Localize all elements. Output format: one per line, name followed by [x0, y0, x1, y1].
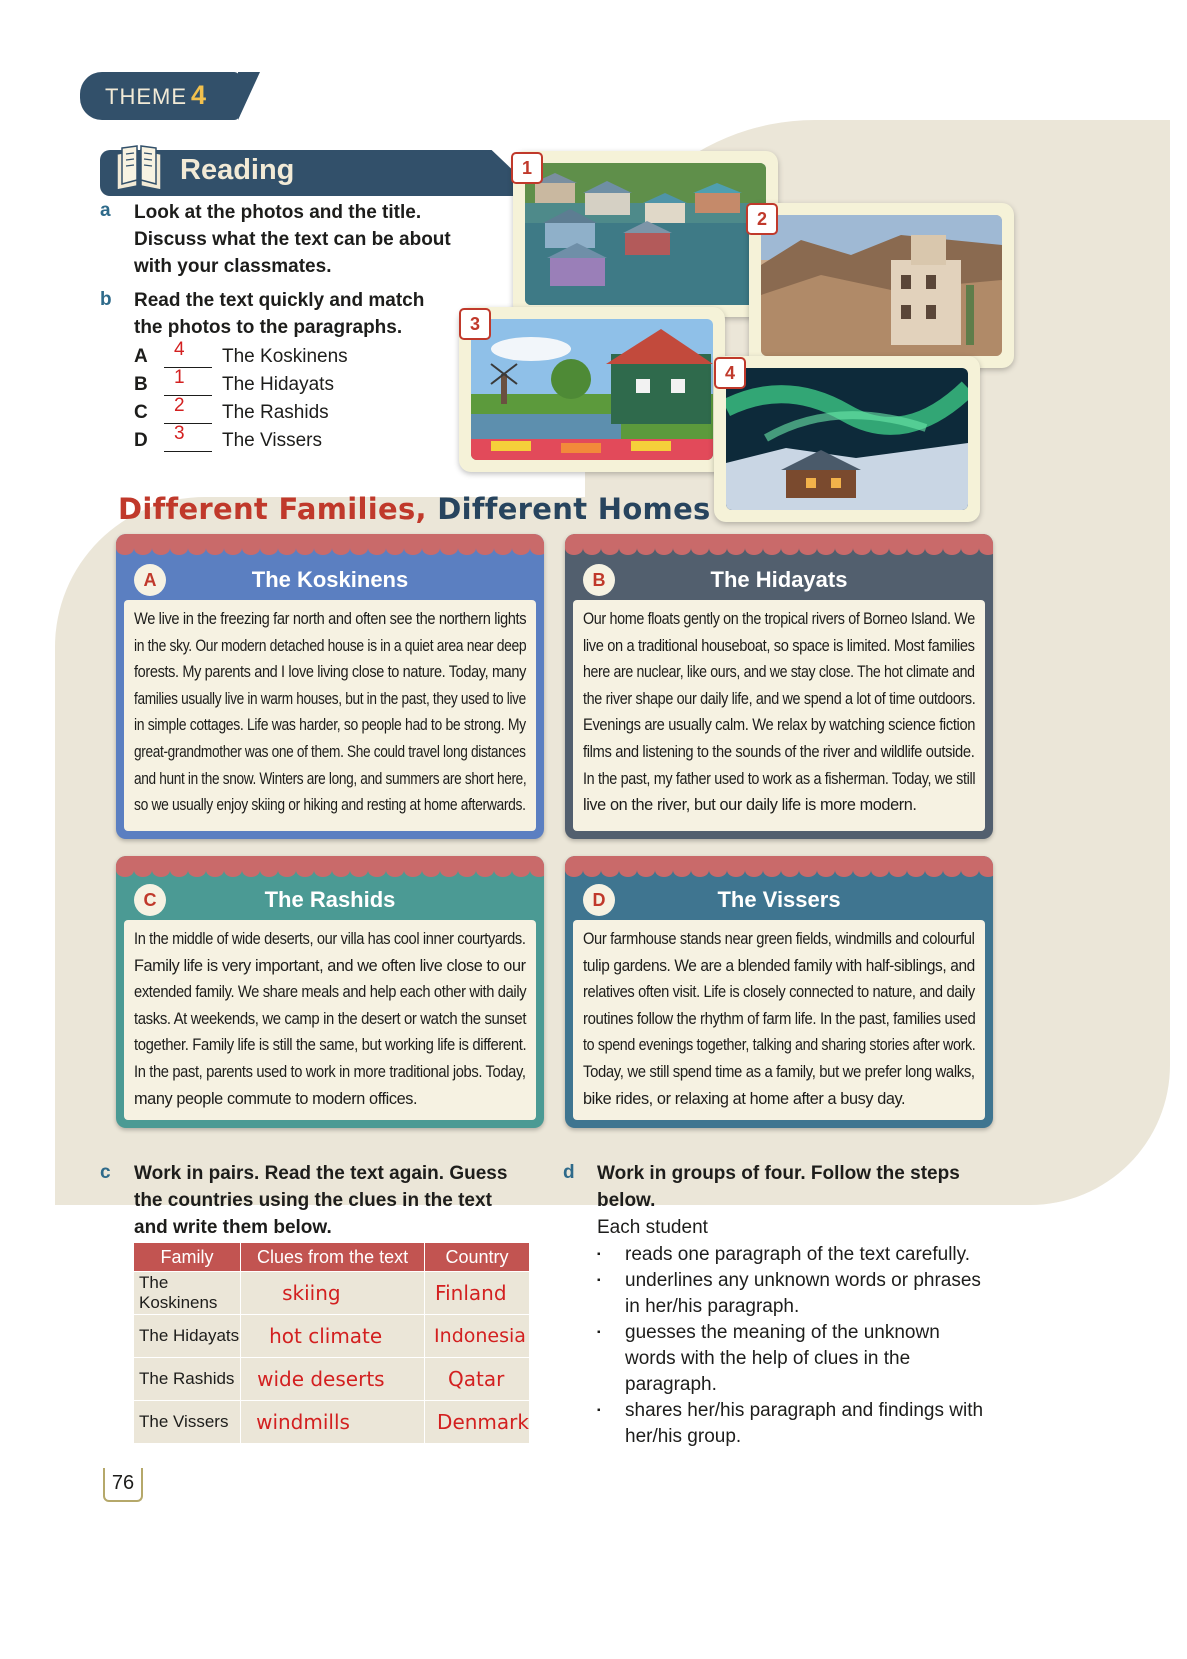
paragraph-card-d [565, 856, 993, 1128]
table-row [134, 1315, 530, 1358]
photo-number-badge: 1 [511, 152, 543, 184]
answer-blank[interactable] [164, 367, 212, 396]
match-letter: D [134, 430, 148, 451]
photo-windmill-farm [459, 307, 725, 472]
task-d-letter: d [563, 1162, 575, 1183]
paragraph-line: together. Family life is still the same, but working life is different. [134, 1036, 527, 1055]
paragraph-card-a [116, 534, 544, 839]
paragraph-line: live on a traditional houseboat, so space is limited. Most families [583, 636, 975, 655]
step-item [597, 1320, 1017, 1398]
match-answer: 1 [174, 367, 185, 388]
match-answer: 2 [174, 395, 185, 416]
clues-table [133, 1242, 530, 1444]
task-d-intro: Each student [597, 1217, 708, 1238]
match-letter: C [134, 402, 148, 423]
photo-number-badge: 2 [746, 203, 778, 235]
match-row [134, 396, 348, 424]
table-header-row [134, 1243, 530, 1272]
table-row [134, 1358, 530, 1401]
paragraph-title: The Vissers [717, 887, 841, 912]
step-item [597, 1242, 1017, 1268]
theme-number: 4 [191, 80, 208, 110]
step-line: in her/his paragraph. [625, 1296, 800, 1317]
paragraph-line: the river shape our daily life, and we spend a lot of time outdoors. [583, 689, 976, 708]
paragraph-title: The Rashids [264, 887, 396, 912]
step-line: ▪ reads one paragraph of the text carefully. [625, 1244, 971, 1265]
handwritten-answer: skiing [282, 1281, 341, 1305]
task-a-text [134, 199, 474, 280]
paragraph-line: so we usually enjoy skiing or hiking and resting at home afterwards. [134, 796, 526, 815]
task-b-letter: b [100, 289, 112, 310]
theme-label [105, 80, 207, 111]
paragraph-line: Our home floats gently on the tropical rivers of Borneo Island. We [583, 610, 975, 628]
answer-blank[interactable] [164, 339, 212, 368]
handwritten-answer: wide deserts [257, 1367, 385, 1391]
task-b-line: the photos to the paragraphs. [134, 317, 403, 338]
match-list [134, 340, 348, 452]
paragraph-line: In the past, my father used to work as a fisherman. Today, we still [583, 769, 976, 788]
table-cell-clue[interactable] [241, 1401, 425, 1444]
match-row [134, 424, 348, 452]
paragraph-line: great-grandmother was one of them. She could travel long distances [134, 742, 526, 761]
paragraph-title: The Koskinens [251, 567, 409, 592]
match-answer: 4 [174, 339, 185, 360]
paragraph-line: many people commute to modern offices. [134, 1089, 418, 1108]
paragraph-line: tasks. At weekends, we camp in the desert or watch the sunset [134, 1009, 527, 1028]
paragraph-card-c [116, 856, 544, 1128]
answer-blank[interactable] [164, 395, 212, 424]
paragraph-line: tulip gardens. We are a blended family with half-siblings, and [583, 956, 975, 975]
step-line: her/his group. [625, 1426, 742, 1447]
table-cell-clue[interactable] [241, 1315, 425, 1358]
paragraph-line: bike rides, or relaxing at home after a busy day. [583, 1089, 906, 1108]
paragraph-line: to spend evenings together, talking and sharing stories after work. [583, 1036, 976, 1055]
paragraph-line: routines follow the rhythm of farm life. In the past, families used [583, 1009, 976, 1028]
task-c-text [134, 1160, 534, 1241]
article-title-part1: Different Families, [118, 492, 427, 526]
task-c-line: Work in pairs. Read the text again. Guess [134, 1163, 508, 1184]
step-line: ▪ guesses the meaning of the unknown [625, 1322, 940, 1343]
match-letter: B [134, 374, 148, 395]
paragraph-line: films and listening to the sounds of the river and wildlife outside. [583, 742, 975, 761]
page-number: 76 [103, 1468, 143, 1502]
paragraph-title: The Hidayats [710, 567, 848, 592]
photo-northern-lights [714, 356, 980, 522]
paragraph-line: Today, we still spend time as a family, but we prefer long walks, [583, 1062, 975, 1081]
section-title: Reading [180, 154, 295, 186]
paragraph-line: Evenings are usually calm. We relax by watching science fiction [583, 716, 976, 735]
paragraph-line: in the sky. Our modern detached house is in a quiet area near deep [134, 636, 527, 655]
task-b-text [134, 287, 454, 341]
task-b-line: Read the text quickly and match [134, 290, 425, 311]
match-family-name: The Vissers [222, 430, 322, 451]
match-answer: 3 [174, 423, 185, 444]
table-row [134, 1272, 530, 1315]
paragraph-badge: B [583, 564, 615, 596]
step-line: ▪ underlines any unknown words or phrases [625, 1270, 981, 1291]
paragraph-line: Our farmhouse stands near green fields, windmills and colourful [583, 930, 975, 948]
step-item [597, 1268, 1017, 1320]
paragraph-badge: A [134, 564, 166, 596]
theme-word: THEME [105, 84, 187, 109]
paragraph-text [573, 600, 985, 831]
match-row [134, 340, 348, 368]
article-title [118, 492, 711, 526]
task-c-line: and write them below. [134, 1217, 332, 1238]
table-cell-family: The Rashids [134, 1358, 241, 1401]
table-cell-country[interactable] [425, 1315, 530, 1358]
open-book-icon [113, 140, 165, 192]
table-header: Country [425, 1243, 530, 1272]
paragraph-badge: C [134, 884, 166, 916]
photo-number-badge: 3 [459, 308, 491, 340]
photo-number-badge: 4 [714, 357, 746, 389]
table-cell-country[interactable] [425, 1358, 530, 1401]
task-a-line: Discuss what the text can be about [134, 229, 451, 250]
article-title-part2: Different Homes [437, 492, 711, 526]
paragraph-line: forests. My parents and I love living close to nature. Today, many [134, 663, 527, 682]
photo-desert-villa [749, 203, 1014, 368]
table-cell-family: The Hidayats [134, 1315, 241, 1358]
task-d-line: Work in groups of four. Follow the steps [597, 1163, 960, 1184]
match-row [134, 368, 348, 396]
task-a-line: Look at the photos and the title. [134, 202, 422, 223]
photo-houseboats [513, 151, 778, 317]
paragraph-line: In the middle of wide deserts, our villa has cool inner courtyards. [134, 930, 526, 948]
table-cell-family: The Koskinens [134, 1272, 241, 1315]
paragraph-line: relatives often visit. Life is closely connected to nature, and daily [583, 983, 975, 1002]
paragraph-badge: D [583, 884, 615, 916]
match-family-name: The Koskinens [222, 346, 348, 367]
task-d-text [597, 1160, 997, 1214]
steps-list [597, 1242, 1017, 1450]
step-item [597, 1398, 1017, 1450]
table-cell-clue[interactable] [241, 1358, 425, 1401]
table-cell-family: The Vissers [134, 1401, 241, 1444]
paragraph-line: extended family. We share meals and help each other with daily [134, 983, 527, 1002]
paragraph-card-b [565, 534, 993, 839]
answer-blank[interactable] [164, 423, 212, 452]
task-d-line: below. [597, 1190, 656, 1211]
step-line: words with the help of clues in the [625, 1348, 911, 1369]
handwritten-answer: Denmark [437, 1410, 529, 1434]
paragraph-line: We live in the freezing far north and often see the northern lights [134, 610, 527, 628]
task-c-line: the countries using the clues in the text [134, 1190, 492, 1211]
table-row [134, 1401, 530, 1444]
table-header: Family [134, 1243, 241, 1272]
paragraph-text [124, 600, 536, 831]
match-family-name: The Rashids [222, 402, 329, 423]
paragraph-line: families usually live in warm houses, but in the past, they used to live [134, 689, 526, 708]
paragraph-text [124, 920, 536, 1120]
handwritten-answer: hot climate [269, 1324, 383, 1348]
table-header: Clues from the text [241, 1243, 425, 1272]
table-cell-country[interactable] [425, 1272, 530, 1315]
match-letter: A [134, 346, 148, 367]
paragraph-line: In the past, parents used to work in more traditional jobs. Today, [134, 1062, 526, 1081]
handwritten-answer: windmills [256, 1410, 350, 1434]
paragraph-text [573, 920, 985, 1120]
paragraph-line: live on the river, but our daily life is more modern. [583, 796, 917, 815]
handwritten-answer: Indonesia [434, 1325, 526, 1347]
handwritten-answer: Finland [435, 1281, 507, 1305]
step-line: paragraph. [625, 1374, 717, 1395]
step-line: ▪ shares her/his paragraph and findings with [625, 1400, 984, 1421]
task-a-line: with your classmates. [134, 256, 332, 277]
table-cell-country[interactable] [425, 1401, 530, 1444]
table-cell-clue[interactable] [241, 1272, 425, 1315]
paragraph-line: Family life is very important, and we often live close to our [134, 956, 526, 975]
section-banner [100, 150, 540, 196]
handwritten-answer: Qatar [448, 1367, 505, 1391]
task-c-letter: c [100, 1162, 111, 1183]
paragraph-line: and hunt in the snow. Winters are long, and summers are short here, [134, 769, 527, 788]
paragraph-line: here are nuclear, like ours, and we stay close. The hot climate and [583, 663, 975, 682]
match-family-name: The Hidayats [222, 374, 334, 395]
task-a-letter: a [100, 200, 111, 221]
paragraph-line: in simple cottages. Life was harder, so people had to be strong. My [134, 716, 526, 735]
